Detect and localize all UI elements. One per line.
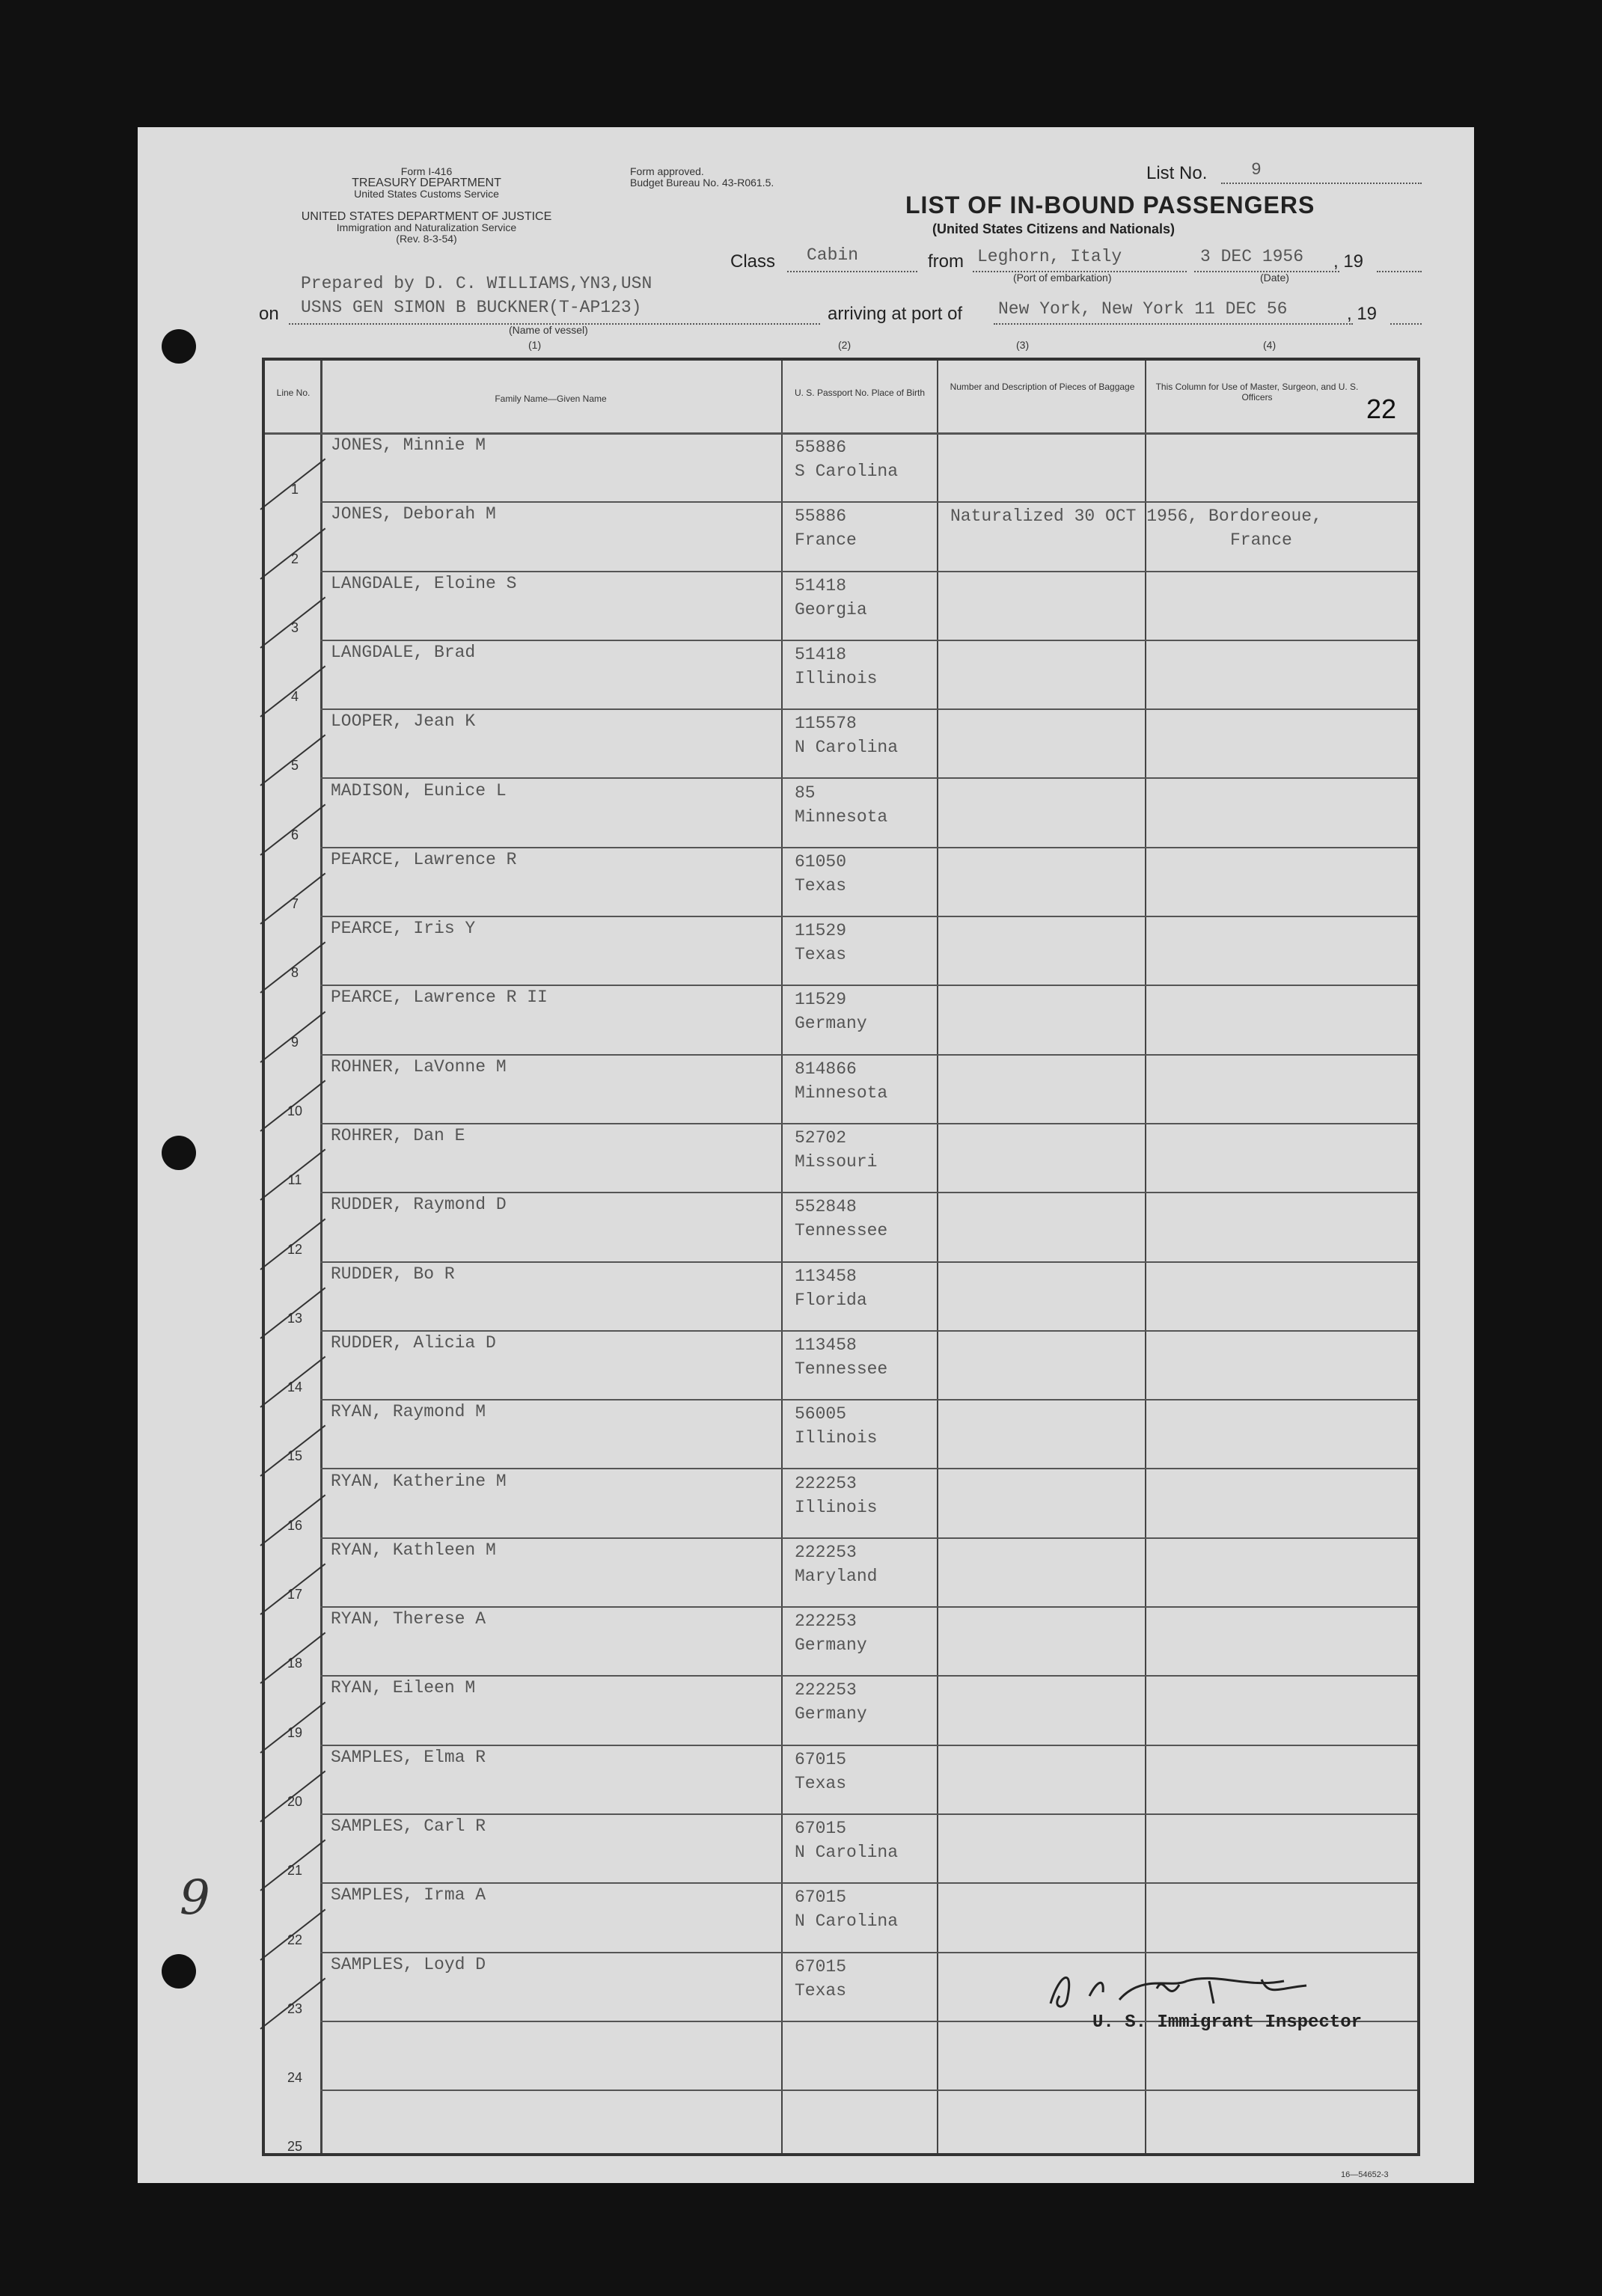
column-1-number: (1) [528, 339, 542, 351]
place-of-birth: Germany [795, 1014, 867, 1034]
table-row [265, 1192, 1417, 1261]
place-of-birth: N Carolina [795, 1911, 899, 1932]
passenger-table [262, 358, 1420, 2156]
table-row [265, 2090, 1417, 2158]
place-of-birth: N Carolina [795, 1843, 899, 1862]
passport-number: 67015 [795, 1888, 847, 1908]
passenger-name: SAMPLES, Carl R [331, 1816, 486, 1836]
table-row [265, 1675, 1417, 1744]
passenger-name: RYAN, Kathleen M [331, 1540, 496, 1560]
passport-number: 67015 [795, 1749, 847, 1769]
budget-bureau: Budget Bureau No. 43-R061.5. [630, 177, 774, 189]
passenger-name: RYAN, Raymond M [331, 1402, 486, 1422]
passport-number: 222253 [795, 1542, 857, 1562]
line-number: 2 [290, 551, 299, 566]
table-row [265, 1745, 1417, 1813]
punch-hole-top [162, 329, 196, 364]
form-number: Form I-416 [400, 165, 453, 177]
passenger-name: SAMPLES, Irma A [331, 1885, 486, 1905]
place-of-birth: S Carolina [795, 462, 899, 481]
passport-number: 67015 [795, 1956, 847, 1977]
place-of-birth: Illinois [795, 1497, 878, 1517]
line-number: 18 [287, 1656, 303, 1671]
prepared-by: Prepared by D. C. WILLIAMS,YN3,USN [301, 274, 652, 293]
place-of-birth: Missouri [795, 1152, 878, 1172]
from-value: Leghorn, Italy [977, 247, 1122, 266]
passenger-name: RYAN, Katherine M [331, 1471, 507, 1491]
place-of-birth: Texas [795, 1773, 847, 1793]
passenger-name: ROHRER, Dan E [331, 1126, 465, 1145]
place-of-birth: Texas [795, 875, 847, 896]
ins-name: Immigration and Naturalization Service [336, 221, 517, 233]
arriving-year-rule [1390, 323, 1422, 325]
approval-block [630, 166, 774, 189]
passport-number: 222253 [795, 1473, 857, 1493]
passenger-name: PEARCE, Iris Y [331, 919, 476, 939]
line-number: 19 [287, 1724, 303, 1740]
place-of-birth: Florida [795, 1290, 867, 1310]
page-number: 22 [1366, 394, 1397, 424]
place-of-birth: Texas [795, 945, 847, 965]
customs-service: United States Customs Service [354, 188, 499, 200]
header-line-no: Line No. [276, 388, 311, 398]
passport-number: 11529 [795, 921, 847, 941]
table-row [265, 847, 1417, 916]
punch-hole-bottom [162, 1954, 196, 1989]
line-number: 3 [290, 619, 299, 635]
passport-number: 11529 [795, 990, 847, 1010]
line-number: 10 [287, 1103, 303, 1118]
class-value: Cabin [807, 245, 859, 265]
place-of-birth: N Carolina [795, 738, 899, 758]
table-row [265, 1882, 1417, 1951]
passenger-name: RYAN, Therese A [331, 1609, 486, 1629]
arrival-port-date: New York, New York 11 DEC 56 [998, 299, 1288, 319]
passenger-name: MADISON, Eunice L [331, 780, 507, 800]
table-row [265, 916, 1417, 985]
passport-number: 113458 [795, 1335, 857, 1355]
passport-number: 55886 [795, 438, 847, 457]
passenger-name: LANGDALE, Brad [331, 642, 476, 662]
officer-remark-continued: France [1230, 530, 1292, 551]
passenger-name: SAMPLES, Elma R [331, 1747, 486, 1767]
list-no-rule [1221, 183, 1422, 184]
header-baggage: Number and Description of Pieces of Baggage [950, 382, 1135, 392]
line-number: 6 [290, 827, 299, 842]
place-of-birth: Illinois [795, 668, 878, 688]
table-row [265, 1261, 1417, 1330]
agency-block [299, 166, 554, 200]
line-number: 7 [290, 896, 299, 912]
vessel-name: USNS GEN SIMON B BUCKNER(T-AP123) [301, 298, 642, 317]
line-number: 12 [287, 1241, 303, 1257]
passport-number: 222253 [795, 1680, 857, 1700]
passport-number: 85 [795, 783, 816, 803]
table-row [265, 708, 1417, 777]
date-caption: (Date) [1260, 272, 1289, 284]
passport-number: 814866 [795, 1059, 857, 1079]
passport-number: 52702 [795, 1128, 847, 1148]
line-number: 5 [290, 758, 299, 774]
justice-heading: UNITED STATES DEPARTMENT OF JUSTICE [301, 210, 552, 223]
treasury-heading: TREASURY DEPARTMENT [352, 177, 501, 189]
header-passport: U. S. Passport No. Place of Birth [794, 388, 926, 398]
list-no-value: 9 [1251, 160, 1262, 180]
line-number: 1 [290, 482, 299, 498]
line-number: 20 [287, 1793, 303, 1809]
passport-number: 56005 [795, 1404, 847, 1424]
justice-block [254, 211, 599, 245]
passenger-name: RYAN, Eileen M [331, 1678, 476, 1698]
passenger-name: LOOPER, Jean K [331, 711, 476, 732]
place-of-birth: France [795, 530, 857, 551]
table-row [265, 1330, 1417, 1399]
passport-number: 55886 [795, 506, 847, 527]
place-of-birth: Minnesota [795, 806, 888, 827]
on-label: on [259, 304, 279, 324]
line-number: 17 [287, 1587, 303, 1602]
class-rule [787, 271, 917, 272]
passenger-name: ROHNER, LaVonne M [331, 1056, 507, 1077]
line-number: 23 [287, 2000, 303, 2016]
passenger-name: PEARCE, Lawrence R [331, 849, 517, 869]
line-number: 8 [290, 965, 299, 981]
line-number: 21 [287, 1863, 303, 1879]
year-prefix: , 19 [1333, 251, 1364, 272]
year-rule [1377, 271, 1422, 272]
inspector-label: U. S. Immigrant Inspector [1092, 2012, 1363, 2033]
column-4-number: (4) [1263, 339, 1277, 351]
passenger-name: JONES, Deborah M [331, 504, 496, 524]
passenger-name: SAMPLES, Loyd D [331, 1954, 486, 1974]
passenger-name: PEARCE, Lawrence R II [331, 988, 548, 1008]
line-number: 11 [287, 1172, 302, 1188]
class-label: Class [730, 251, 776, 272]
table-row [265, 1537, 1417, 1606]
passport-number: 113458 [795, 1266, 857, 1286]
header-family-name: Family Name—Given Name [495, 394, 607, 404]
place-of-birth: Georgia [795, 599, 867, 619]
passport-number: 552848 [795, 1197, 857, 1217]
arriving-rule [994, 323, 1353, 325]
table-row [265, 1054, 1417, 1123]
line-number: 16 [287, 1517, 303, 1533]
inspector-signature [1037, 1959, 1351, 2018]
passport-number: 222253 [795, 1611, 857, 1632]
column-3-number: (3) [1016, 339, 1030, 351]
table-row [265, 571, 1417, 640]
passenger-name: LANGDALE, Eloine S [331, 573, 517, 593]
line-number: 4 [290, 689, 299, 705]
line-number: 22 [287, 1932, 303, 1947]
place-of-birth: Tennessee [795, 1221, 888, 1241]
passenger-name: RUDDER, Raymond D [331, 1195, 507, 1215]
table-row [265, 1469, 1417, 1537]
passenger-name: RUDDER, Alicia D [331, 1332, 496, 1353]
passport-number: 67015 [795, 1819, 847, 1838]
punch-hole-middle [162, 1136, 196, 1170]
arriving-label: arriving at port of [828, 304, 963, 324]
table-row [265, 640, 1417, 708]
place-of-birth: Illinois [795, 1428, 878, 1448]
revision-date: (Rev. 8-3-54) [396, 233, 457, 245]
place-of-birth: Minnesota [795, 1083, 888, 1103]
table-row [265, 1399, 1417, 1468]
table-row [265, 1123, 1417, 1192]
embark-date: 3 DEC 1956 [1200, 247, 1304, 266]
line-number: 15 [287, 1448, 303, 1464]
line-number: 9 [290, 1034, 299, 1050]
line-number: 25 [287, 2139, 303, 2155]
place-of-birth: Germany [795, 1704, 867, 1724]
officer-remark: Naturalized 30 OCT 1956, Bordoreoue, [950, 506, 1322, 527]
header-officers-use: This Column for Use of Master, Surgeon, and U. S. Officers [1155, 382, 1359, 402]
footer-code: 16—54652-3 [1341, 2170, 1389, 2179]
table-row [265, 1813, 1417, 1882]
document-title: LIST OF IN-BOUND PASSENGERS [905, 192, 1315, 218]
table-row [265, 501, 1417, 570]
document-subtitle: (United States Citizens and Nationals) [932, 221, 1175, 236]
place-of-birth: Tennessee [795, 1359, 888, 1379]
place-of-birth: Maryland [795, 1566, 878, 1586]
from-label: from [928, 251, 964, 272]
port-caption: (Port of embarkation) [1013, 272, 1112, 284]
line-number: 14 [287, 1380, 303, 1395]
line-number: 24 [287, 2070, 303, 2086]
column-2-number: (2) [838, 339, 852, 351]
margin-note: 9 [180, 1870, 210, 1926]
table-row [265, 432, 1417, 501]
place-of-birth: Texas [795, 1980, 847, 2000]
table-row [265, 778, 1417, 847]
passport-number: 115578 [795, 714, 857, 734]
line-number: 13 [287, 1310, 303, 1326]
table-row [265, 985, 1417, 1053]
arriving-year-prefix: , 19 [1347, 304, 1378, 324]
passport-number: 61050 [795, 851, 847, 872]
place-of-birth: Germany [795, 1635, 867, 1656]
list-no-label: List No. [1146, 163, 1208, 183]
table-row [265, 1606, 1417, 1675]
passport-number: 51418 [795, 644, 847, 664]
passport-number: 51418 [795, 575, 847, 596]
passenger-name: RUDDER, Bo R [331, 1264, 455, 1284]
vessel-caption: (Name of vessel) [509, 324, 588, 336]
form-approved: Form approved. [630, 165, 704, 177]
passenger-name: JONES, Minnie M [331, 435, 486, 455]
